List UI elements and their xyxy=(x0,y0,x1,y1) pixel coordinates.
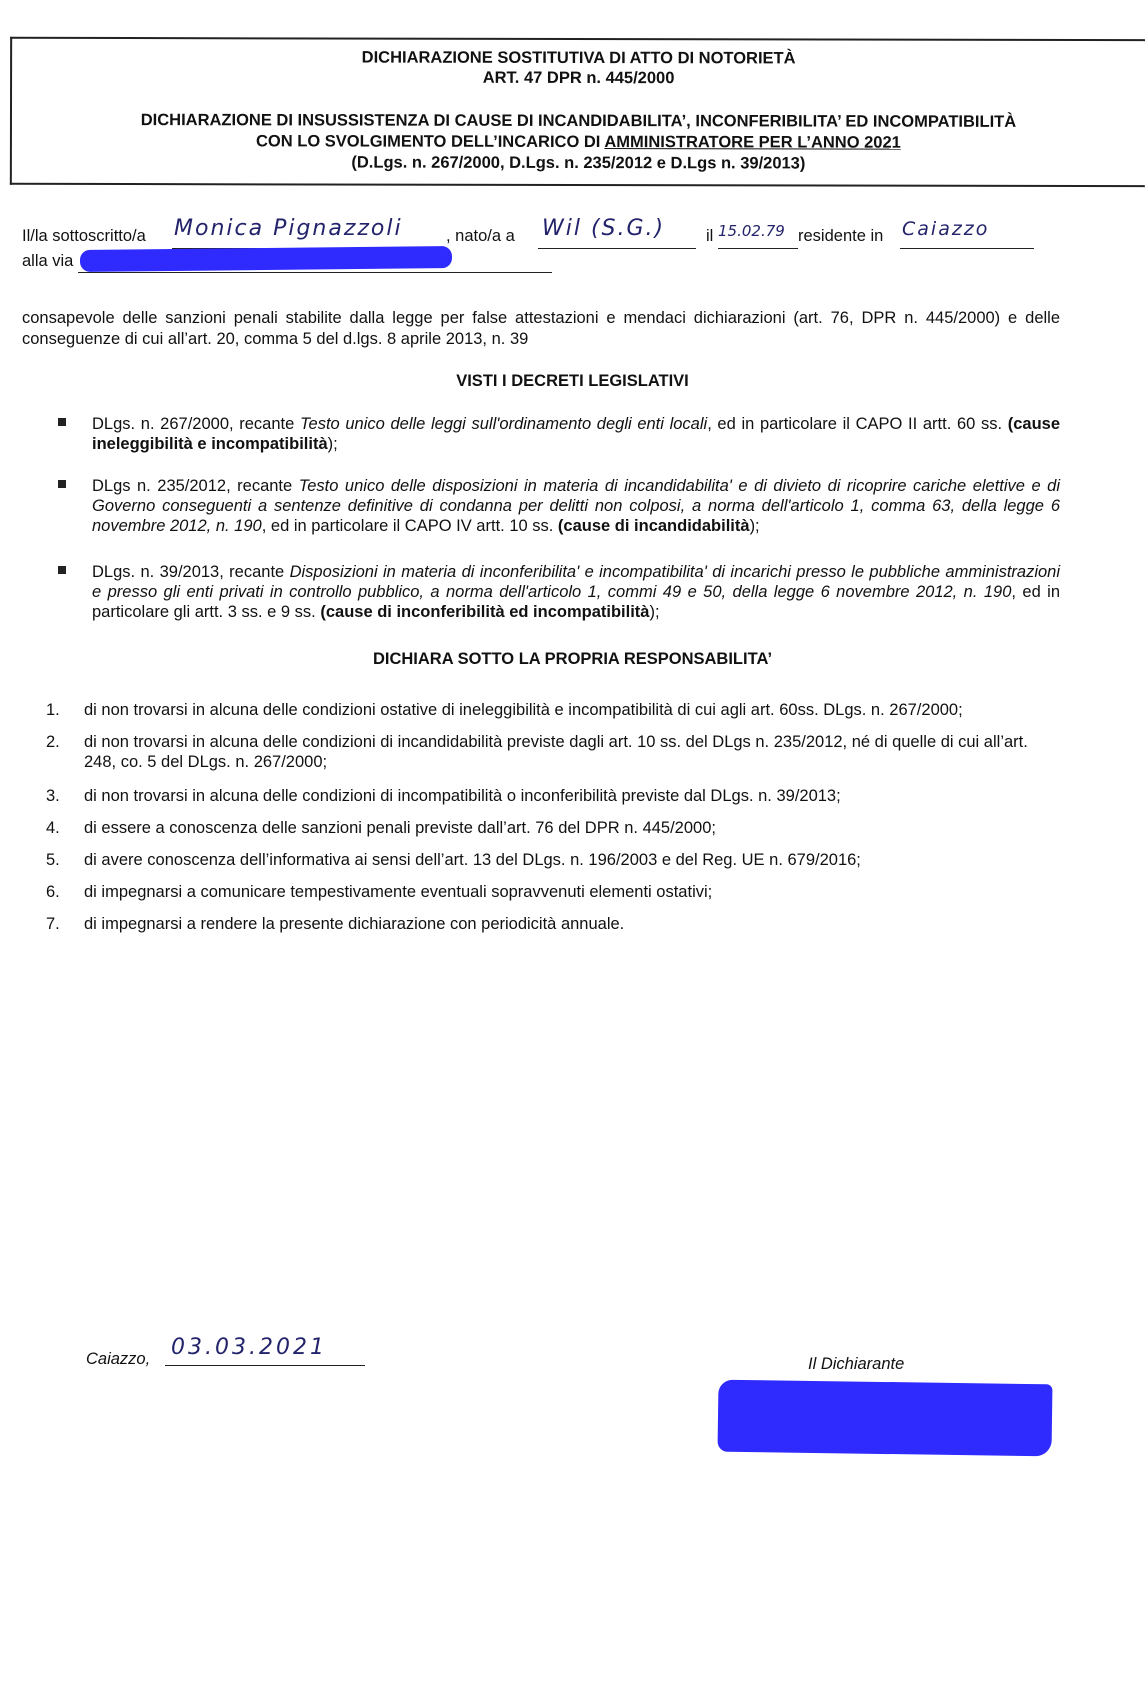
label-street: alla via xyxy=(22,252,74,270)
header-article: ART. 47 DPR n. 445/2000 xyxy=(482,68,675,88)
declaration-number: 5. xyxy=(46,851,60,869)
bullet-1 xyxy=(58,418,66,426)
declaration-text: di non trovarsi in alcuna delle condizioni di incompatibilità o inconferibilità previste dal DLgs. n. 39/2013; xyxy=(84,787,841,805)
header-title: DICHIARAZIONE SOSTITUTIVA DI ATTO DI NOTORIETÀ xyxy=(361,48,796,68)
decree-3-end: ); xyxy=(649,603,660,621)
decree-2 xyxy=(92,476,1060,536)
signature-date-field xyxy=(165,1335,365,1366)
declaration-text: di avere conoscenza dell’informativa ai sensi dell’art. 13 del DLgs. n. 196/2003 e del Reg. UE n. 679/2016; xyxy=(84,851,861,869)
label-on: il xyxy=(706,227,714,245)
decree-2-ref: DLgs n. 235/2012, recante xyxy=(92,477,299,495)
declaration-text: di essere a conoscenza delle sanzioni penali previste dall’art. 76 del DPR n. 445/2000; xyxy=(84,819,716,837)
decree-2-end: ); xyxy=(749,517,760,535)
decree-3-title: Disposizioni in materia di inconferibilita' e incompatibilita' di incarichi presso le pubbliche amministrazioni e presso gli enti privati in controllo pubblico, a norma dell'articolo 1, commi 49 e 50, della legge 6 novembre 2012, n. 190 xyxy=(92,563,1061,601)
label-born-in: , nato/a a xyxy=(446,227,515,245)
decree-3-detail: , ed in particolare gli artt. 3 ss. e 9 ss. xyxy=(92,583,1061,621)
declarant-label: Il Dichiarante xyxy=(808,1355,905,1373)
header-subject-pre: CON LO SVOLGIMENTO DELL’INCARICO DI xyxy=(256,132,605,152)
declaration-text: di non trovarsi in alcuna delle condizioni ostative di ineleggibilità e incompatibilità di cui agli art. 60ss. DLgs. n. 267/2000; xyxy=(84,701,963,719)
declaration-number: 3. xyxy=(46,787,60,805)
handwritten-birthplace: Wil (S.G.) xyxy=(542,216,666,241)
redaction-signature xyxy=(718,1380,1053,1457)
residence-field xyxy=(900,218,1034,249)
handwritten-residence: Caiazzo xyxy=(902,218,990,240)
signature-place: Caiazzo, xyxy=(86,1350,151,1368)
declaration-number: 1. xyxy=(46,701,60,719)
decree-2-causes: (cause di incandidabilità xyxy=(557,517,750,535)
declares-title: DICHIARA SOTTO LA PROPRIA RESPONSABILITA’ xyxy=(372,650,773,668)
decree-2-title: Testo unico delle disposizioni in materia di incandidabilita' e di divieto di ricoprire cariche elettive e di Governo conseguenti a sentenze definitive di condanna per delitti non colposi, a norma dell'articolo 1, comma 63, della legge 6 novembre 2012, n. 190 xyxy=(92,477,1060,535)
decree-3-ref: DLgs. n. 39/2013, recante xyxy=(92,563,290,581)
decree-2-detail: , ed in particolare il CAPO IV artt. 10 ss. xyxy=(261,517,558,535)
decree-1-title: Testo unico delle leggi sull'ordinamento degli enti locali xyxy=(299,415,708,433)
declaration-text: di impegnarsi a rendere la presente dichiarazione con periodicità annuale. xyxy=(84,915,625,933)
intro-paragraph: consapevole delle sanzioni penali stabilite dalla legge per false attestazioni e mendaci dichiarazioni (art. 76, DPR n. 445/2000) e delle conseguenze di cui all’art. 20, comma 5 del d.lgs. 8 aprile 2013, n. 39 xyxy=(22,309,1060,348)
declaration-number: 7. xyxy=(46,915,60,933)
handwritten-birthdate: 15.02.79 xyxy=(718,222,785,240)
declaration-text: di impegnarsi a comunicare tempestivamente eventuali sopravvenuti elementi ostativi; xyxy=(84,883,713,901)
birthdate-field xyxy=(718,224,798,249)
declaration-number: 2. xyxy=(46,733,60,751)
bullet-3 xyxy=(58,566,66,574)
birthplace-field xyxy=(538,216,696,249)
handwritten-name: Monica Pignazzoli xyxy=(174,216,403,241)
decree-1-detail: , ed in particolare il CAPO II artt. 60 ss. xyxy=(707,415,1008,433)
decrees-title: VISTI I DECRETI LEGISLATIVI xyxy=(456,372,689,390)
header-box xyxy=(10,37,1145,187)
decree-1-end: ); xyxy=(327,435,338,453)
header-subject-line2 xyxy=(12,131,1145,153)
header-laws: (D.Lgs. n. 267/2000, D.Lgs. n. 235/2012 e D.Lgs n. 39/2013) xyxy=(351,153,806,173)
decree-3-causes: (cause di inconferibilità ed incompatibilità xyxy=(320,603,650,621)
declaration-text: di non trovarsi in alcuna delle condizioni di incandidabilità previste dagli art. 10 ss. del DLgs n. 235/2012, né di quelle di cui all’art. 248, co. 5 del DLgs. n. 267/2000; xyxy=(84,733,1028,771)
declaration-number: 4. xyxy=(46,819,60,837)
bullet-2 xyxy=(58,480,66,488)
name-field xyxy=(172,216,444,249)
header-subject-role: AMMINISTRATORE PER L’ANNO 2021 xyxy=(604,133,901,152)
handwritten-date: 03.03.2021 xyxy=(171,1335,327,1360)
redaction-street xyxy=(80,246,452,272)
decree-1 xyxy=(92,414,1060,454)
header-subject: DICHIARAZIONE DI INSUSSISTENZA DI CAUSE DI INCANDIDABILITA’, INCONFERIBILITA’ ED INCOMPATIBILITÀ xyxy=(140,111,1017,131)
decree-3 xyxy=(92,562,1060,622)
label-resident: residente in xyxy=(798,227,884,245)
decree-1-ref: DLgs. n. 267/2000, recante xyxy=(92,415,300,433)
decree-1-causes: (cause ineleggibilità e incompatibilità xyxy=(92,415,1061,453)
label-undersigned: Il/la sottoscritto/a xyxy=(22,227,146,245)
declaration-number: 6. xyxy=(46,883,60,901)
